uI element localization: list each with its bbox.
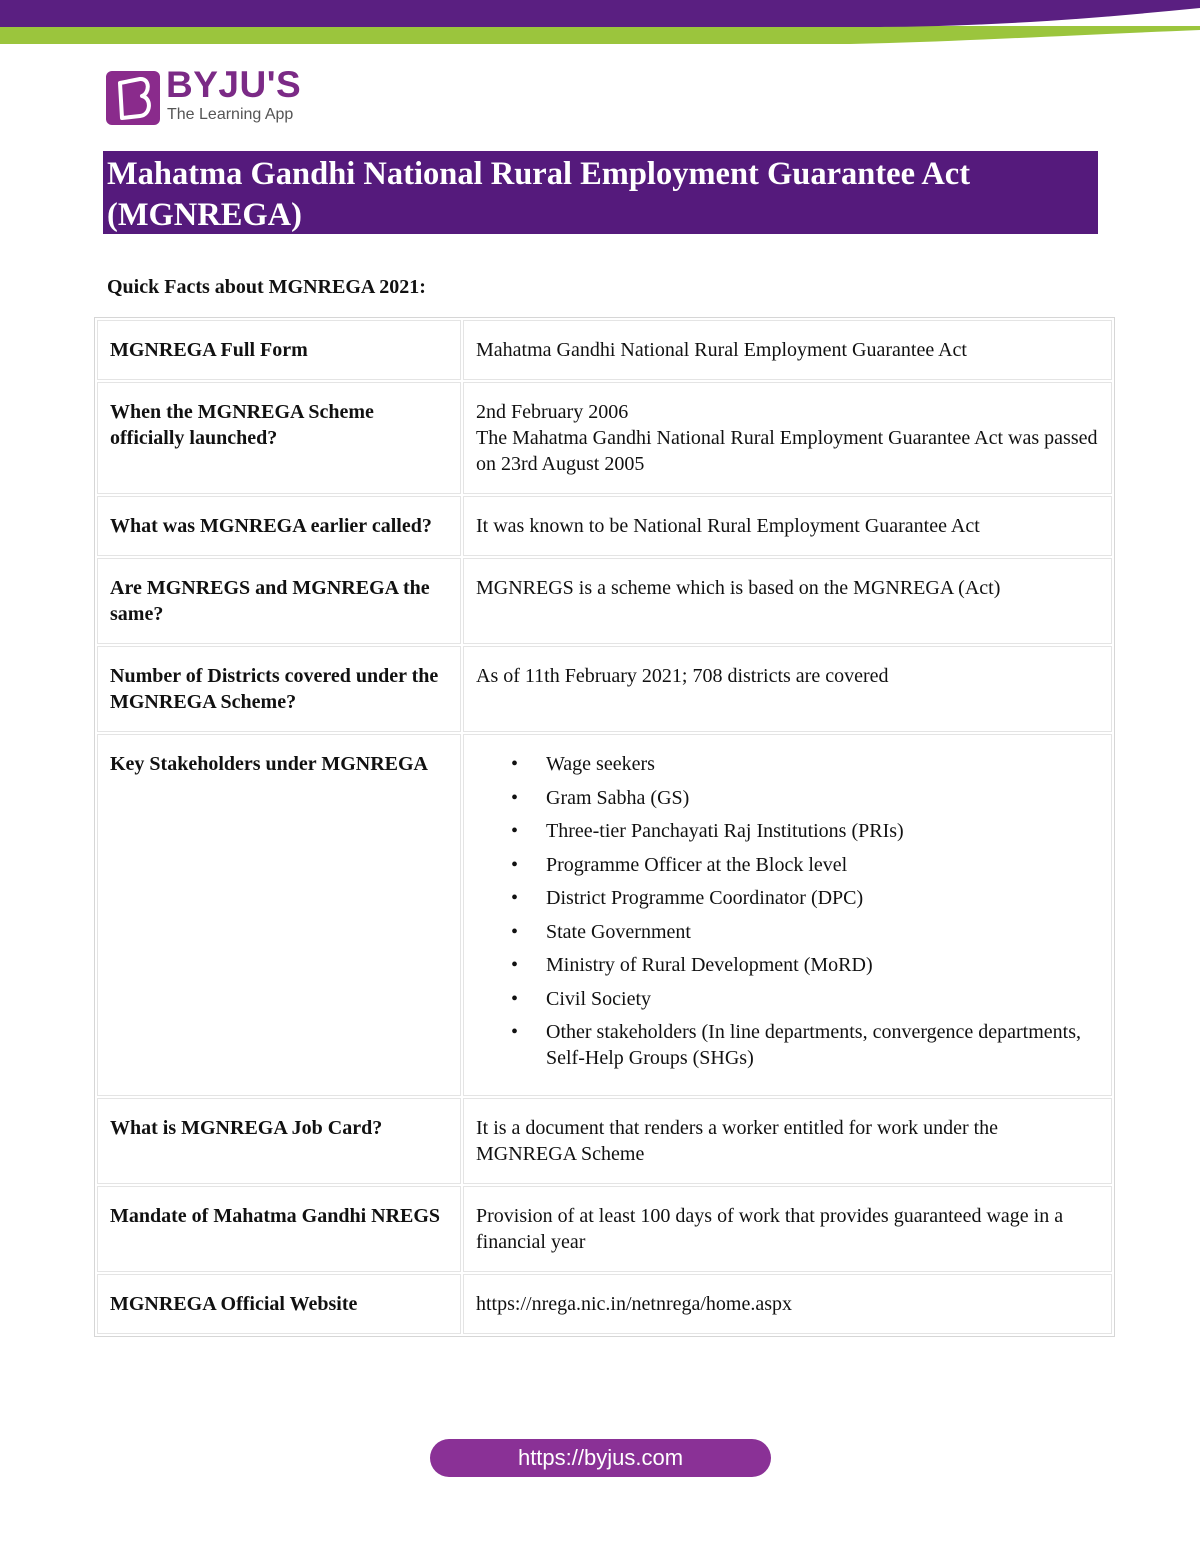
list-item bbox=[476, 751, 1099, 777]
fact-value-cell bbox=[463, 734, 1112, 1096]
list-item-text: Wage seekers bbox=[546, 753, 655, 775]
table-row bbox=[97, 646, 1112, 732]
fact-value: Mahatma Gandhi National Rural Employment Guarantee Act bbox=[476, 339, 967, 361]
bullet-icon: • bbox=[511, 920, 519, 943]
table-row bbox=[97, 1098, 1112, 1184]
byjus-logo-mark-icon bbox=[106, 71, 160, 125]
bullet-icon: • bbox=[511, 954, 519, 976]
bullet-icon: • bbox=[511, 820, 519, 842]
fact-label: MGNREGA Full Form bbox=[97, 320, 461, 380]
table-row bbox=[97, 382, 1112, 494]
list-item-text: Gram Sabha (GS) bbox=[546, 786, 690, 809]
fact-label: What was MGNREGA earlier called? bbox=[97, 496, 461, 556]
table-row bbox=[97, 558, 1112, 644]
fact-value: It was known to be National Rural Employment Guarantee Act bbox=[476, 515, 980, 537]
list-item-text: Civil Society bbox=[546, 987, 651, 1010]
list-item bbox=[476, 818, 1099, 844]
table-row bbox=[97, 496, 1112, 556]
stakeholder-list bbox=[476, 751, 1099, 1071]
bullet-icon: • bbox=[511, 753, 519, 775]
bullet-icon: • bbox=[511, 853, 519, 876]
fact-value[interactable]: https://nrega.nic.in/netnrega/home.aspx bbox=[476, 1292, 793, 1315]
brand-tagline: The Learning App bbox=[167, 106, 294, 123]
brand-name: BYJU'S bbox=[166, 64, 302, 105]
bullet-icon: • bbox=[511, 786, 519, 809]
list-item-text: Ministry of Rural Development (MoRD) bbox=[546, 954, 873, 976]
fact-value-cell bbox=[463, 1274, 1112, 1334]
fact-value-cell bbox=[463, 646, 1112, 732]
table-row bbox=[97, 734, 1112, 1096]
fact-value: MGNREGS is a scheme which is based on the MGNREGA (Act) bbox=[476, 577, 1001, 599]
fact-value-cell bbox=[463, 320, 1112, 380]
list-item bbox=[476, 1019, 1099, 1071]
fact-value-cell bbox=[463, 558, 1112, 644]
fact-value: Provision of at least 100 days of work that provides guaranteed wage in a financial year bbox=[476, 1204, 1064, 1253]
list-item bbox=[476, 986, 1099, 1012]
title-banner bbox=[103, 151, 1098, 234]
facts-table-body bbox=[97, 320, 1112, 1334]
list-item-text: State Government bbox=[546, 920, 691, 943]
fact-label: Key Stakeholders under MGNREGA bbox=[97, 734, 461, 1096]
page-title: Mahatma Gandhi National Rural Employment Guarantee Act (MGNREGA) bbox=[107, 156, 971, 233]
facts-table bbox=[94, 317, 1115, 1337]
bullet-icon: • bbox=[511, 887, 519, 909]
fact-label: Are MGNREGS and MGNREGA the same? bbox=[97, 558, 461, 644]
list-item-text: Other stakeholders (In line departments, convergence departments, Self-Help Groups (SHGs) bbox=[546, 1021, 1081, 1069]
list-item bbox=[476, 919, 1099, 945]
fact-value: As of 11th February 2021; 708 districts are covered bbox=[476, 665, 889, 687]
footer-website-link[interactable]: https://byjus.com bbox=[430, 1439, 771, 1477]
fact-value: 2nd February 2006 bbox=[476, 401, 629, 423]
fact-label: Mandate of Mahatma Gandhi NREGS bbox=[97, 1186, 461, 1272]
list-item-text: District Programme Coordinator (DPC) bbox=[546, 887, 864, 909]
table-row bbox=[97, 1274, 1112, 1334]
section-heading: Quick Facts about MGNREGA 2021: bbox=[107, 276, 426, 298]
bullet-icon: • bbox=[511, 987, 519, 1010]
fact-value-cell bbox=[463, 1186, 1112, 1272]
fact-label: What is MGNREGA Job Card? bbox=[97, 1098, 461, 1184]
list-item-text: Three-tier Panchayati Raj Institutions (PRIs) bbox=[546, 820, 904, 842]
fact-value-cell bbox=[463, 496, 1112, 556]
header-color-band bbox=[0, 0, 1200, 44]
byjus-logo[interactable] bbox=[106, 64, 316, 130]
list-item-text: Programme Officer at the Block level bbox=[546, 853, 848, 876]
fact-label: When the MGNREGA Scheme officially launched? bbox=[97, 382, 461, 494]
fact-value-cell bbox=[463, 1098, 1112, 1184]
list-item bbox=[476, 852, 1099, 878]
fact-label: MGNREGA Official Website bbox=[97, 1274, 461, 1334]
bullet-icon: • bbox=[511, 1021, 519, 1043]
table-row bbox=[97, 320, 1112, 380]
fact-label: Number of Districts covered under the MGNREGA Scheme? bbox=[97, 646, 461, 732]
fact-value: The Mahatma Gandhi National Rural Employment Guarantee Act was passed on 23rd August 2005 bbox=[476, 427, 1098, 475]
fact-value: It is a document that renders a worker entitled for work under the MGNREGA Scheme bbox=[476, 1116, 999, 1165]
list-item bbox=[476, 885, 1099, 911]
list-item bbox=[476, 785, 1099, 811]
list-item bbox=[476, 952, 1099, 978]
table-row bbox=[97, 1186, 1112, 1272]
fact-value-cell bbox=[463, 382, 1112, 494]
